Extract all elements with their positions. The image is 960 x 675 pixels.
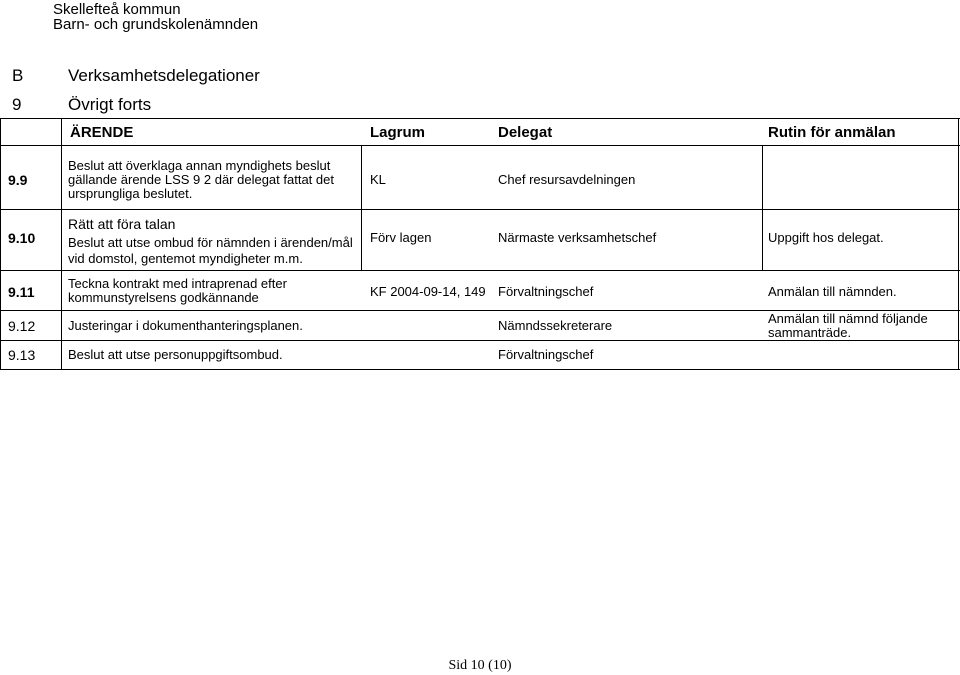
row-number: 9.11 <box>8 284 35 300</box>
row-text-line: Teckna kontrakt med intraprenad efter <box>68 276 287 291</box>
row-text-line: vid domstol, gentemot myndigheter m.m. <box>68 251 303 266</box>
row-text-line: ursprungliga beslutet. <box>68 186 193 201</box>
row-text-line: Justeringar i dokumenthanteringsplanen. <box>68 318 303 333</box>
row-lagrum: KF 2004-09-14, 149 <box>370 284 486 299</box>
section-letter: B <box>12 66 24 85</box>
row-rutin: sammanträde. <box>768 325 852 340</box>
row-rutin: Uppgift hos delegat. <box>768 230 884 245</box>
column-header-rutin: Rutin för anmälan <box>768 124 896 141</box>
row-delegat: Förvaltningschef <box>498 284 594 299</box>
row-lagrum: KL <box>370 172 386 187</box>
row-number: 9.9 <box>8 172 28 188</box>
row-rutin: Anmälan till nämnd följande <box>768 311 928 326</box>
page-number: Sid 10 (10) <box>448 658 512 673</box>
column-header-delegat: Delegat <box>498 124 553 141</box>
row-lagrum: Förv lagen <box>370 230 432 245</box>
row-text-line: gällande ärende LSS 9 2 där delegat fattat det <box>68 172 334 187</box>
board-name: Barn- och grundskolenämnden <box>53 16 259 33</box>
row-delegat: Förvaltningschef <box>498 347 594 362</box>
row-text-line: Beslut att utse ombud för nämnden i ärenden/mål <box>68 235 353 250</box>
row-text-line: Beslut att överklaga annan myndighets beslut <box>68 158 331 173</box>
row-rutin: Anmälan till nämnden. <box>768 284 897 299</box>
row-delegat: Närmaste verksamhetschef <box>498 230 657 245</box>
section-subtitle: Övrigt forts <box>68 95 152 114</box>
section-title: Verksamhetsdelegationer <box>68 66 260 85</box>
column-header-arende: ÄRENDE <box>70 124 134 141</box>
org-name: Skellefteå kommun <box>53 1 181 18</box>
row-text-line: kommunstyrelsens godkännande <box>68 290 259 305</box>
row-text-line: Beslut att utse personuppgiftsombud. <box>68 347 283 362</box>
section-number: 9 <box>12 95 22 114</box>
row-number: 9.12 <box>8 318 36 334</box>
row-heading: Rätt att föra talan <box>68 216 176 232</box>
row-delegat: Nämndssekreterare <box>498 318 613 333</box>
row-number: 9.13 <box>8 347 36 363</box>
column-header-lagrum: Lagrum <box>370 124 426 141</box>
row-number: 9.10 <box>8 230 36 246</box>
row-delegat: Chef resursavdelningen <box>498 172 636 187</box>
